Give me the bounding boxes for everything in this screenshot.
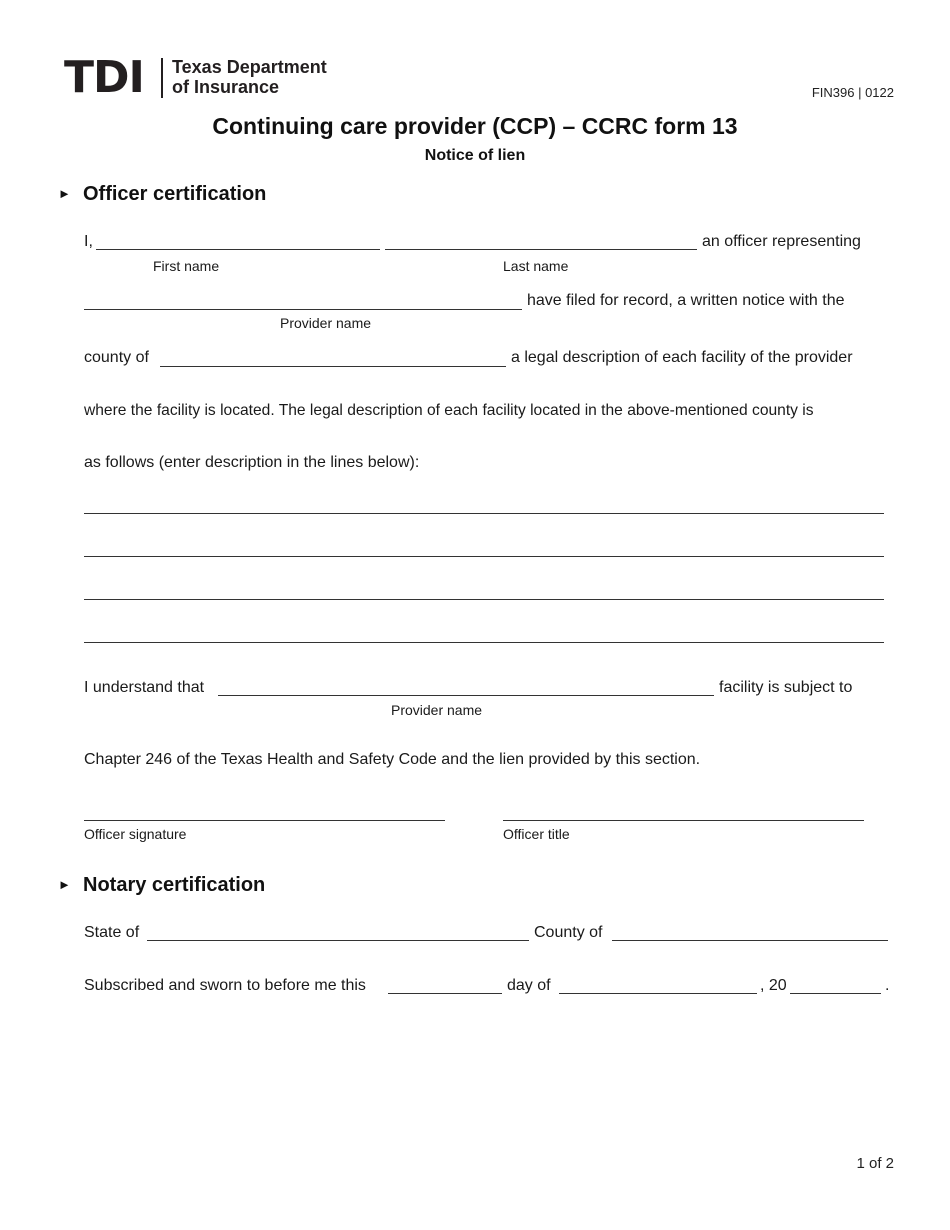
understand-provider-label: Provider name — [391, 702, 483, 718]
paragraph-line-3: as follows (enter description in the lines below): — [84, 454, 420, 471]
understand-prefix: I understand that — [84, 679, 205, 696]
logo-agency-name — [172, 57, 327, 97]
description-line-4[interactable] — [84, 642, 884, 643]
last-name-field[interactable] — [385, 249, 697, 250]
officer-title-label: Officer title — [503, 826, 570, 842]
logo-line-2: of Insurance — [172, 77, 280, 97]
line2-suffix: have filed for record, a written notice with the — [527, 292, 845, 309]
page-subtitle: Notice of lien — [424, 147, 526, 164]
officer-heading-text: Officer certification — [83, 183, 267, 205]
county-field[interactable] — [160, 366, 506, 367]
section-arrow-icon: ► — [58, 877, 71, 892]
notary-certification-heading — [58, 874, 265, 897]
county-prefix: county of — [84, 349, 149, 366]
section-arrow-icon: ► — [58, 186, 71, 201]
description-line-1[interactable] — [84, 513, 884, 514]
notary-heading-text: Notary certification — [83, 874, 266, 896]
understand-provider-field[interactable] — [218, 695, 714, 696]
state-prefix: State of — [84, 924, 140, 941]
state-field[interactable] — [147, 940, 529, 941]
description-line-3[interactable] — [84, 599, 884, 600]
logo-divider — [161, 58, 163, 98]
logo-line-1: Texas Department — [172, 57, 327, 77]
month-field[interactable] — [559, 993, 757, 994]
page-number: 1 of 2 — [856, 1155, 894, 1172]
day-of-text: day of — [507, 977, 551, 994]
provider-name-label: Provider name — [280, 315, 372, 331]
end-period: . — [885, 977, 890, 994]
understand-suffix: facility is subject to — [719, 679, 853, 696]
notary-county-prefix: County of — [534, 924, 603, 941]
first-name-label: First name — [153, 258, 220, 274]
paragraph-line-2: where the facility is located. The legal description of each facility located in the above-mentioned county is — [84, 402, 814, 419]
subscribed-prefix: Subscribed and sworn to before me this — [84, 977, 366, 994]
last-name-label: Last name — [503, 258, 569, 274]
line1-suffix: an officer representing — [702, 233, 861, 250]
officer-certification-heading — [58, 183, 266, 206]
officer-title-field[interactable] — [503, 820, 864, 821]
day-field[interactable] — [388, 993, 502, 994]
chapter-text: Chapter 246 of the Texas Health and Safety Code and the lien provided by this section. — [84, 751, 701, 768]
officer-signature-label: Officer signature — [84, 826, 187, 842]
county-suffix: a legal description of each facility of the provider — [511, 349, 853, 366]
notary-county-field[interactable] — [612, 940, 888, 941]
line1-prefix: I, — [84, 233, 93, 250]
officer-signature-field[interactable] — [84, 820, 445, 821]
form-number: FIN396 | 0122 — [811, 85, 894, 100]
description-line-2[interactable] — [84, 556, 884, 557]
year-prefix: , 20 — [760, 977, 787, 994]
tdi-logo-mark: TDI — [64, 52, 144, 103]
provider-name-field[interactable] — [84, 309, 522, 310]
first-name-field[interactable] — [96, 249, 380, 250]
page-title: Continuing care provider (CCP) – CCRC form 13 — [212, 113, 738, 139]
year-field[interactable] — [790, 993, 881, 994]
